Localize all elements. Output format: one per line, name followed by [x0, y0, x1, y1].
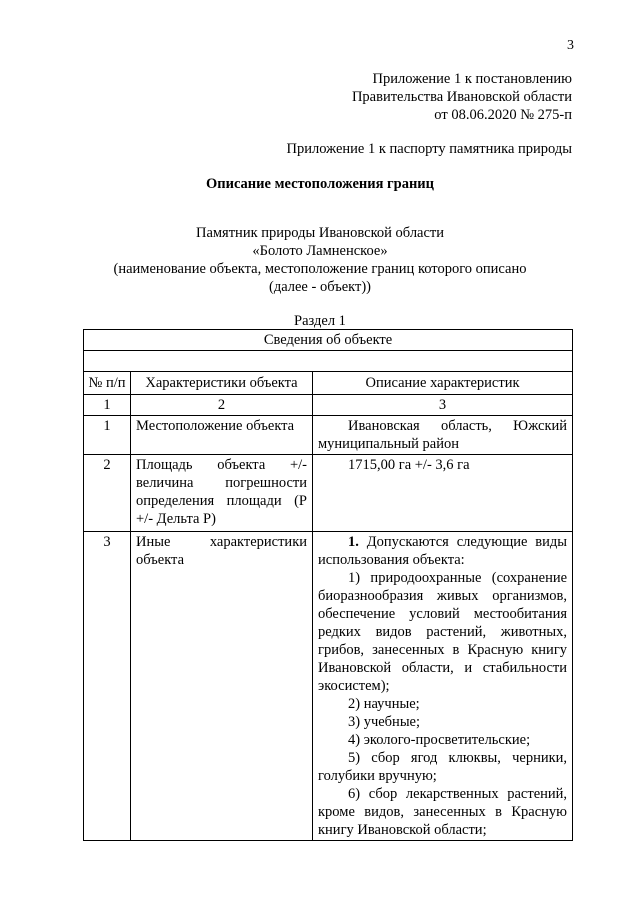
- table-empty-row: [84, 351, 573, 372]
- permitted-use-item: 6) сбор лекарственных растений, кроме видов, занесенных в Красную книгу Ивановской области;: [318, 786, 568, 838]
- row-characteristic: Площадь объекта +/- величина погрешности определения площади (P +/- Дельта P): [131, 455, 313, 532]
- row-number: 2: [84, 455, 131, 532]
- appendix-decree-line: Правительства Ивановской области: [351, 89, 572, 105]
- column-number: 3: [313, 395, 573, 416]
- table-column-numbers-row: [84, 395, 573, 416]
- appendix-decree-block: [352, 70, 572, 124]
- appendix-passport: Приложение 1 к паспорту памятника природы: [286, 141, 572, 157]
- table-row: [84, 455, 573, 532]
- appendix-decree-line: от 08.06.2020 № 275-п: [434, 107, 572, 123]
- row-description: [313, 532, 573, 841]
- row-characteristic: Иные характеристики объекта: [131, 532, 313, 841]
- permitted-use-item: 2) научные;: [348, 696, 420, 712]
- document-title: Описание местоположения границ: [205, 176, 435, 192]
- header-description: Описание характеристик: [313, 372, 573, 395]
- object-line: (далее - объект)): [268, 279, 371, 295]
- table-row: [84, 416, 573, 455]
- appendix-decree-line: Приложение 1 к постановлению: [372, 71, 572, 87]
- object-line: Памятник природы Ивановской области: [195, 225, 445, 241]
- object-info-table: [83, 329, 573, 841]
- column-number: 2: [131, 395, 313, 416]
- permitted-uses-number: 1.: [348, 534, 359, 550]
- row-description: Ивановская область, Южский муниципальный район: [313, 416, 573, 455]
- permitted-use-item: 1) природоохранные (сохранение биоразнообразия живых организмов, обеспечение условий местообитания редких видов растений, животных, грибов, занесенных в Красную книгу Ивановской области, и стабильности экосистем);: [318, 570, 568, 694]
- header-characteristic: Характеристики объекта: [131, 372, 313, 395]
- row-number: 3: [84, 532, 131, 841]
- object-line: «Болото Ламненское»: [252, 243, 388, 259]
- object-description-block: [0, 224, 640, 296]
- permitted-uses-lead: [318, 533, 567, 569]
- page-number: 3: [567, 38, 574, 53]
- header-number: № п/п: [84, 372, 131, 395]
- column-number: 1: [84, 395, 131, 416]
- permitted-uses-text: Допускаются следующие виды использования объекта:: [318, 534, 568, 568]
- permitted-use-item: 4) эколого-просветительские;: [348, 732, 531, 748]
- table-caption: Сведения об объекте: [84, 330, 573, 351]
- table-header-row: [84, 372, 573, 395]
- object-line: (наименование объекта, местоположение границ которого описано: [113, 261, 527, 277]
- table-empty-cell: [84, 351, 573, 372]
- permitted-use-item: 3) учебные;: [348, 714, 421, 730]
- table-row: [84, 532, 573, 841]
- row-number: 1: [84, 416, 131, 455]
- permitted-use-item: 5) сбор ягод клюквы, черники, голубики вручную;: [318, 750, 568, 784]
- section-label: Раздел 1: [294, 313, 346, 329]
- row-description: 1715,00 га +/- 3,6 га: [313, 455, 573, 532]
- table-caption-row: [84, 330, 573, 351]
- row-characteristic: Местоположение объекта: [131, 416, 313, 455]
